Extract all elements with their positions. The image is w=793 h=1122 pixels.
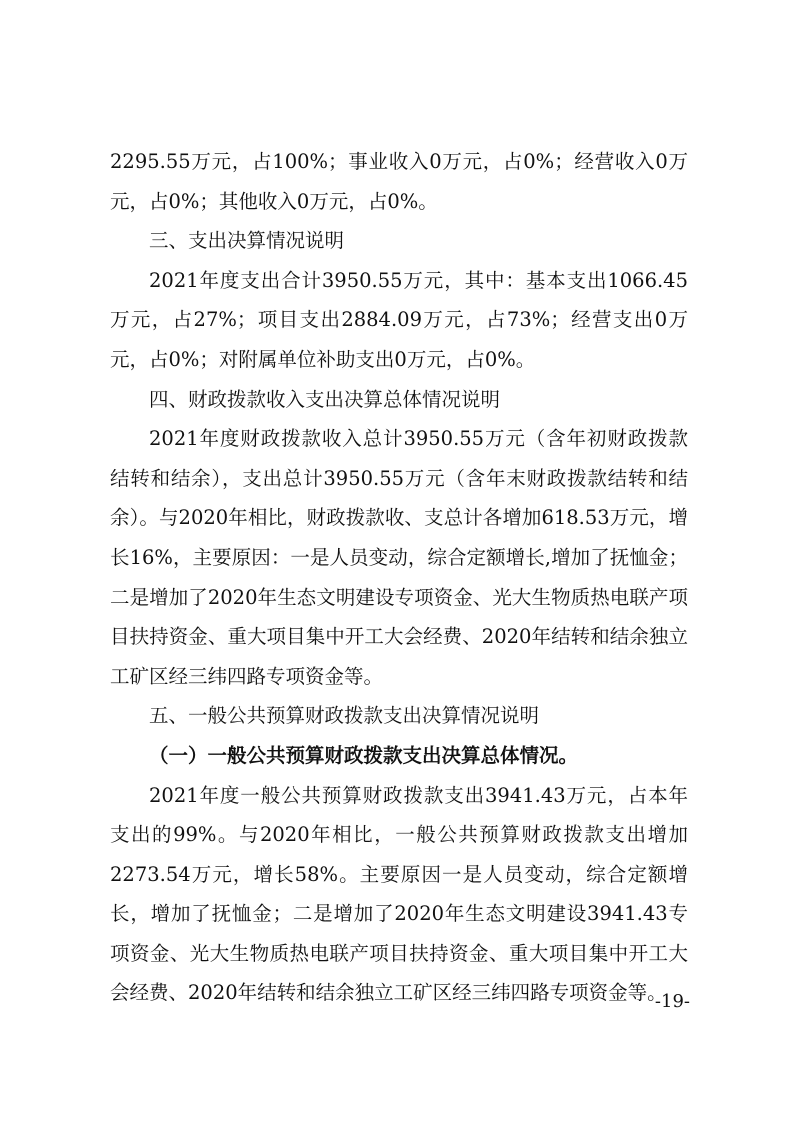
page-number: -19-	[654, 991, 690, 1012]
subheading-general-budget-overall: （一）一般公共预算财政拨款支出决算总体情况。	[149, 743, 579, 767]
document-page	[110, 142, 688, 1013]
heading-expenditure: 三、支出决算情况说明	[149, 229, 345, 253]
heading-general-budget: 五、一般公共预算财政拨款支出决算情况说明	[149, 704, 540, 728]
paragraph-fiscal-allocation: 2021年度财政拨款收入总计3950.55万元（含年初财政拨款结转和结余），支出总计3950.55万元（含年末财政拨款结转和结余）。与2020年相比，财政拨款收、支总计各增加618.53万元，增长16%，主要原因：一是人员变动，综合定额增长,增加了抚恤金；二是增加了2020年生态文明建设专项资金、光大生物质热电联产项目扶持资金、重大项目集中开工大会经费、2020年结转和结余独立工矿区经三纬四路专项资金等。	[110, 427, 688, 688]
paragraph-income-tail: 2295.55万元，占100%；事业收入0万元，占0%；经营收入0万元，占0%；其他收入0万元，占0%。	[110, 150, 688, 213]
paragraph-general-budget: 2021年度一般公共预算财政拨款支出3941.43万元，占本年支出的99%。与2020年相比，一般公共预算财政拨款支出增加2273.54万元，增长58%。主要原因一是人员变动，综合定额增长，增加了抚恤金；二是增加了2020年生态文明建设3941.43专项资金、光大生物质热电联产项目扶持资金、重大项目集中开工大会经费、2020年结转和结余独立工矿区经三纬四路专项资金等。	[110, 783, 688, 1005]
paragraph-expenditure: 2021年度支出合计3950.55万元，其中：基本支出1066.45万元，占27%；项目支出2884.09万元，占73%；经营支出0万元，占0%；对附属单位补助支出0万元，占0%。	[110, 268, 688, 371]
heading-fiscal-allocation: 四、财政拨款收入支出决算总体情况说明	[149, 387, 501, 411]
